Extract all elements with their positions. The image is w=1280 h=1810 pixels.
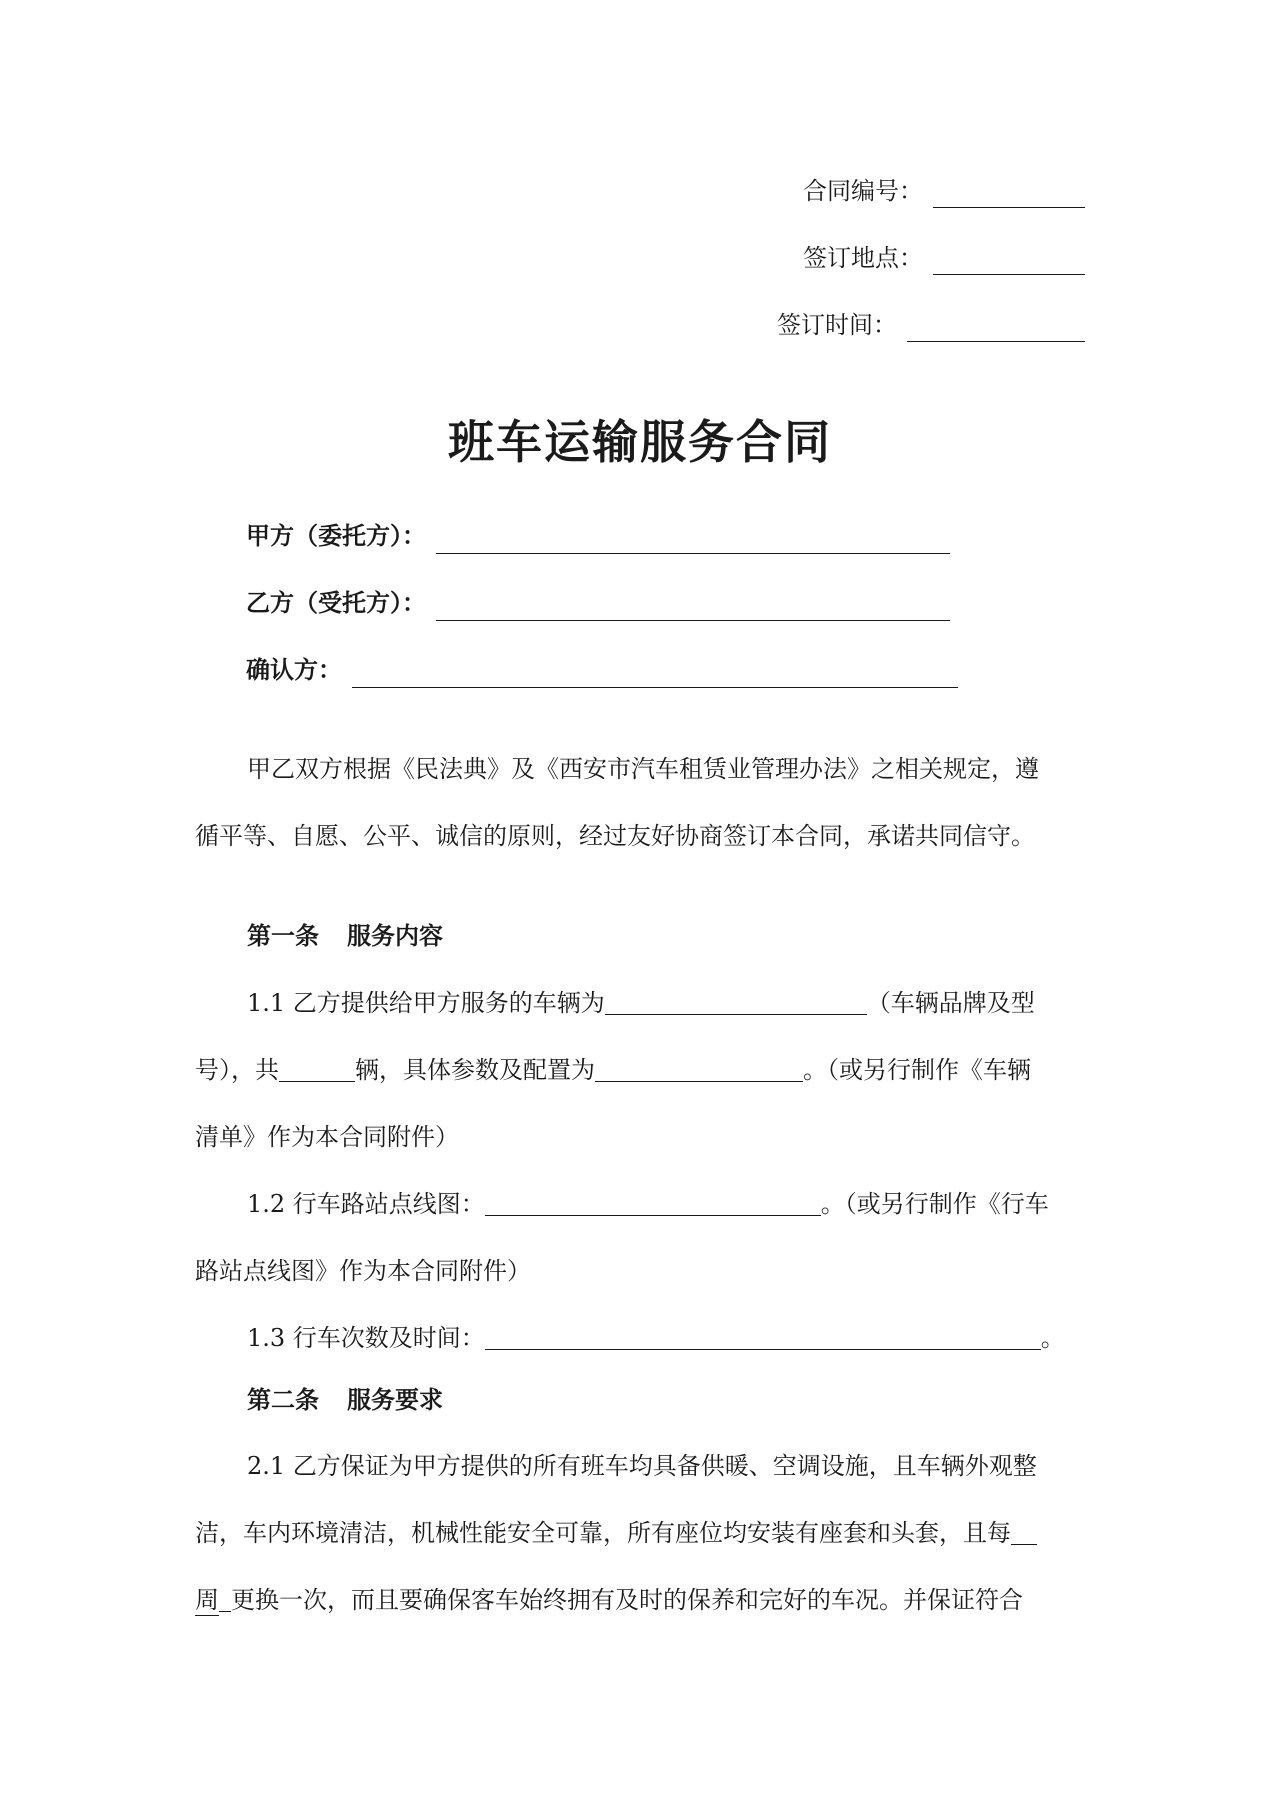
section-2-title: 服务要求 (347, 1385, 443, 1414)
clause-1-3-text-b: 。 (1040, 1324, 1065, 1352)
party-a-field[interactable] (436, 523, 950, 554)
clause-1-1-line-1 (195, 970, 1087, 1037)
vehicle-model-field[interactable] (605, 986, 867, 1015)
clause-2-1-line-3 (195, 1567, 1087, 1634)
clause-1-1-text-a: 1.1 乙方提供给甲方服务的车辆为 (247, 989, 605, 1017)
confirm-party-label: 确认方： (246, 655, 342, 684)
sign-time-row (777, 308, 1085, 342)
section-2-number: 第二条 (247, 1385, 319, 1414)
clause-1-1-text-e: 。（或另行制作《车辆 (803, 1056, 1031, 1084)
intro-line-2: 循平等、自愿、公平、诚信的原则，经过友好协商签订本合同，承诺共同信守。 (195, 822, 1035, 850)
trip-schedule-field[interactable] (485, 1321, 1041, 1350)
vehicle-config-field[interactable] (595, 1053, 803, 1082)
replace-period[interactable]: 周 (195, 1586, 219, 1614)
clause-1-2-line-1 (195, 1171, 1087, 1238)
clause-2-1-line-2 (195, 1500, 1087, 1567)
clause-1-1 (195, 970, 1087, 1171)
vehicle-count-field[interactable] (279, 1053, 355, 1082)
replace-frequency-field-b[interactable] (219, 1583, 231, 1612)
document-title: 班车运输服务合同 (448, 415, 832, 469)
clause-2-1-text-a: 洁，车内环境清洁，机械性能安全可靠，所有座位均安装有座套和头套，且每 (195, 1519, 1011, 1547)
party-b-label: 乙方（受托方）： (246, 588, 426, 617)
clause-1-3 (195, 1305, 1087, 1372)
section-2-heading (247, 1382, 443, 1418)
confirm-party-row (246, 652, 958, 688)
clause-1-1-text-c: 号），共 (195, 1056, 279, 1084)
contract-no-row (803, 174, 1085, 208)
clause-1-1-text-d: 辆，具体参数及配置为 (355, 1056, 595, 1084)
sign-place-field[interactable] (933, 244, 1085, 275)
clause-1-1-text-b: （车辆品牌及型 (866, 989, 1035, 1017)
clause-1-2-line-2: 路站点线图》作为本合同附件） (195, 1257, 531, 1285)
sign-time-field[interactable] (907, 311, 1085, 342)
intro-paragraph (195, 736, 1087, 870)
intro-line-1: 甲乙双方根据《民法典》及《西安市汽车租赁业管理办法》之相关规定，遵 (247, 755, 1039, 783)
contract-no-label: 合同编号： (803, 177, 923, 205)
route-map-field[interactable] (485, 1187, 821, 1216)
sign-time-label: 签订时间： (777, 311, 897, 339)
sign-place-row (803, 241, 1085, 275)
clause-1-3-text-a: 1.3 行车次数及时间： (247, 1324, 485, 1352)
replace-frequency-field-a[interactable] (1011, 1516, 1037, 1545)
clause-1-2-text-b: 。（或另行制作《行车 (820, 1190, 1049, 1218)
clause-2-1-text-b: 更换一次，而且要确保客车始终拥有及时的保养和完好的车况。并保证符合 (231, 1586, 1023, 1614)
party-a-row (246, 518, 950, 554)
clause-2-1 (195, 1433, 1087, 1634)
clause-1-2-text-a: 1.2 行车路站点线图： (247, 1190, 485, 1218)
clause-1-3-line-1 (195, 1305, 1087, 1372)
clause-1-1-line-3: 清单》作为本合同附件） (195, 1123, 459, 1151)
party-b-row (246, 585, 950, 621)
section-1-title: 服务内容 (347, 921, 443, 950)
contract-no-field[interactable] (933, 177, 1085, 208)
party-a-label: 甲方（委托方）： (246, 521, 426, 550)
section-1-number: 第一条 (247, 921, 319, 950)
clause-2-1-line-1: 2.1 乙方保证为甲方提供的所有班车均具备供暖、空调设施，且车辆外观整 (247, 1452, 1037, 1480)
clause-1-2 (195, 1171, 1087, 1305)
section-1-heading (247, 918, 443, 954)
sign-place-label: 签订地点： (803, 244, 923, 272)
confirm-party-field[interactable] (352, 657, 958, 688)
clause-1-1-line-2 (195, 1037, 1087, 1104)
party-b-field[interactable] (436, 590, 950, 621)
